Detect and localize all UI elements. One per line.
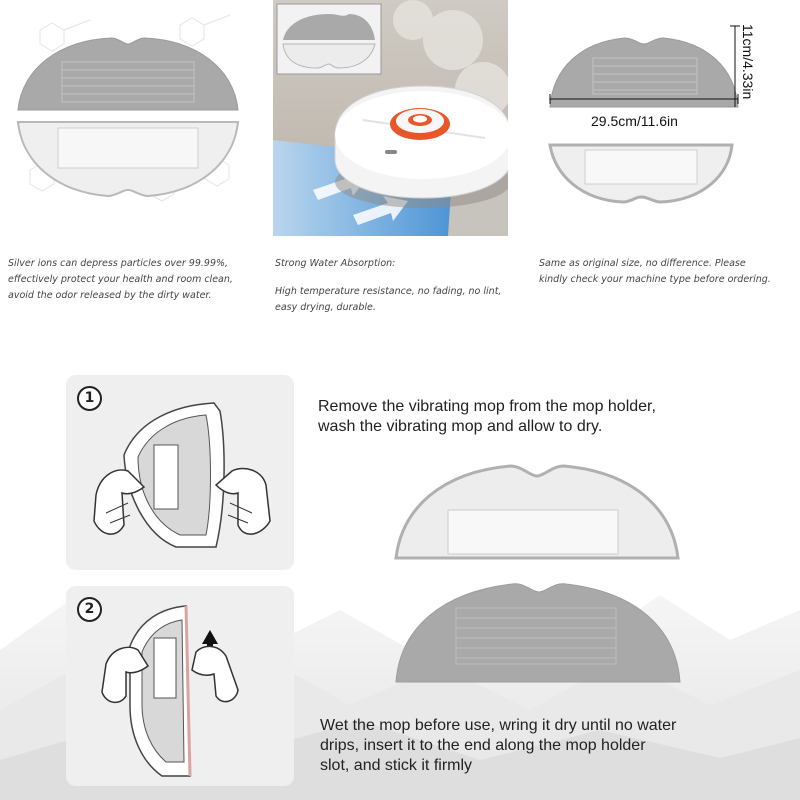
instruction-line: Wet the mop before use, wring it dry until no water: [320, 717, 677, 734]
mop-pads-photo: [392, 458, 682, 688]
mop-height-label: 11cm/4.33in: [740, 24, 756, 100]
absorption-caption: [275, 256, 501, 316]
instruction-line: drips, insert it to the end along the mop holder: [320, 737, 646, 754]
caption-line: Silver ions can depress particles over 99.99%,: [8, 258, 229, 269]
silver-ion-caption: [8, 256, 233, 304]
caption-line: avoid the odor released by the dirty water.: [8, 290, 212, 301]
hands-removing-mop-icon: [66, 375, 294, 570]
step-2-instructions: [320, 716, 676, 776]
silver-ion-panel: [0, 0, 256, 240]
silver-ion-illustration: [0, 0, 256, 240]
step-1-instructions: [318, 397, 656, 437]
caption-line: High temperature resistance, no fading, no lint,: [275, 286, 502, 297]
caption-title: Strong Water Absorption:: [275, 258, 396, 269]
step-number: 1: [77, 386, 102, 411]
caption-line: easy drying, durable.: [275, 302, 376, 313]
instruction-line: Remove the vibrating mop from the mop holder,: [318, 398, 656, 415]
mop-width-label: 29.5cm/11.6in: [591, 113, 678, 129]
instruction-line: slot, and stick it firmly: [320, 757, 473, 774]
size-panel: [545, 0, 800, 240]
absorption-panel: [273, 0, 508, 236]
caption-line: Same as original size, no difference. Please: [539, 258, 746, 269]
step-1-illustration: [66, 375, 294, 570]
size-caption: [539, 256, 771, 288]
instruction-line: wash the vibrating mop and allow to dry.: [318, 418, 603, 435]
robot-vacuum-photo: [273, 0, 508, 236]
hands-inserting-mop-icon: [66, 586, 294, 786]
caption-line: effectively protect your health and room clean,: [8, 274, 233, 285]
caption-line: kindly check your machine type before ordering.: [539, 274, 771, 285]
step-2-illustration: [66, 586, 294, 786]
step-number: 2: [77, 597, 102, 622]
